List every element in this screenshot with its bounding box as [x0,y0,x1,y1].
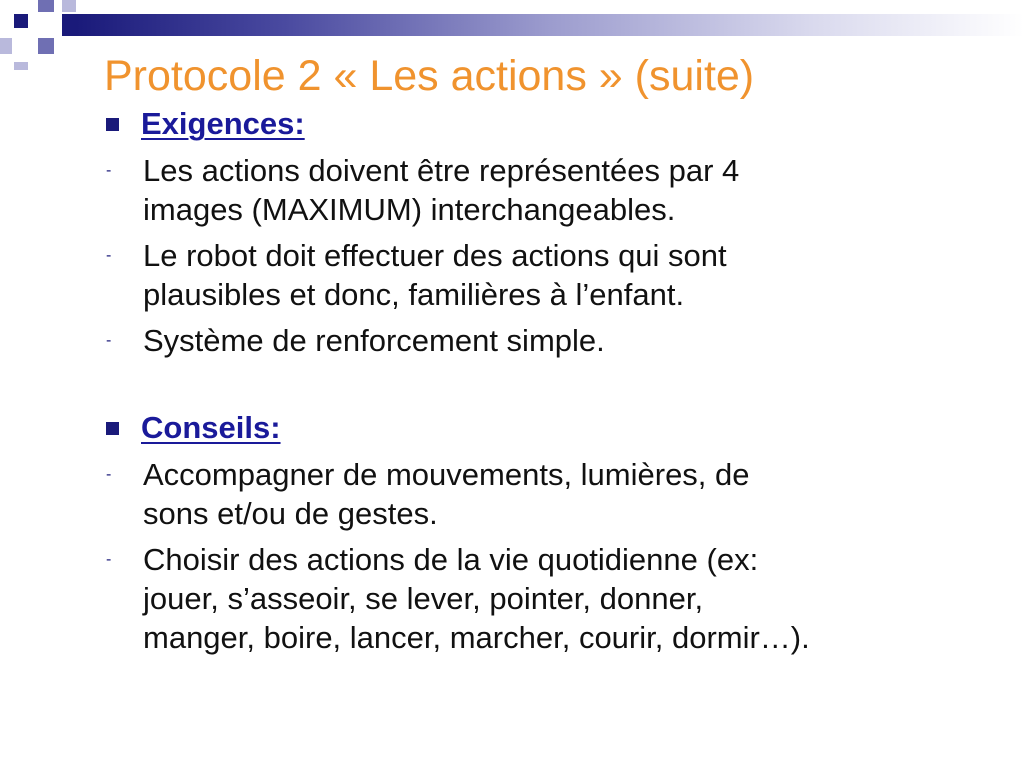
list-item-text: Le robot doit effectuer des actions qui sont plausibles et donc, familières à l’enfant. [143,238,727,312]
list-item [104,151,1004,229]
square-decoration [0,38,12,54]
square-decoration [38,0,54,12]
header-gradient-bar [76,14,1024,36]
list-item [104,540,1004,657]
list-item-text: Accompagner de mouvements, lumières, de sons et/ou de gestes. [143,457,750,531]
dash-bullet: - [106,466,112,483]
section-heading-label: Conseils: [141,410,281,445]
dash-bullet: - [106,162,112,179]
dash-bullet: - [106,551,112,568]
dash-bullet: - [106,332,112,349]
square-bullet-icon [106,118,119,131]
list-item-text: Système de renforcement simple. [143,323,605,358]
square-decoration [62,14,76,36]
section-spacer [104,360,1004,408]
section-heading-conseils [104,408,1004,448]
slide-content [104,104,1004,657]
square-decoration [62,0,76,12]
dash-bullet: - [106,247,112,264]
slide-title: Protocole 2 « Les actions » (suite) [104,52,755,100]
list-item-text: Choisir des actions de la vie quotidienne (ex: jouer, s’asseoir, se lever, pointer, donner, manger, boire, lancer, marcher, courir, dormir…). [143,542,810,655]
list-item-text: Les actions doivent être représentées par 4 images (MAXIMUM) interchangeables. [143,153,740,227]
list-item [104,455,1004,533]
square-decoration [38,38,54,54]
square-decoration [14,62,28,70]
square-bullet-icon [106,422,119,435]
section-heading-exigences [104,104,1004,144]
list-item [104,236,1004,314]
section-heading-label: Exigences: [141,106,305,141]
list-item [104,321,1004,360]
square-decoration [14,14,28,28]
